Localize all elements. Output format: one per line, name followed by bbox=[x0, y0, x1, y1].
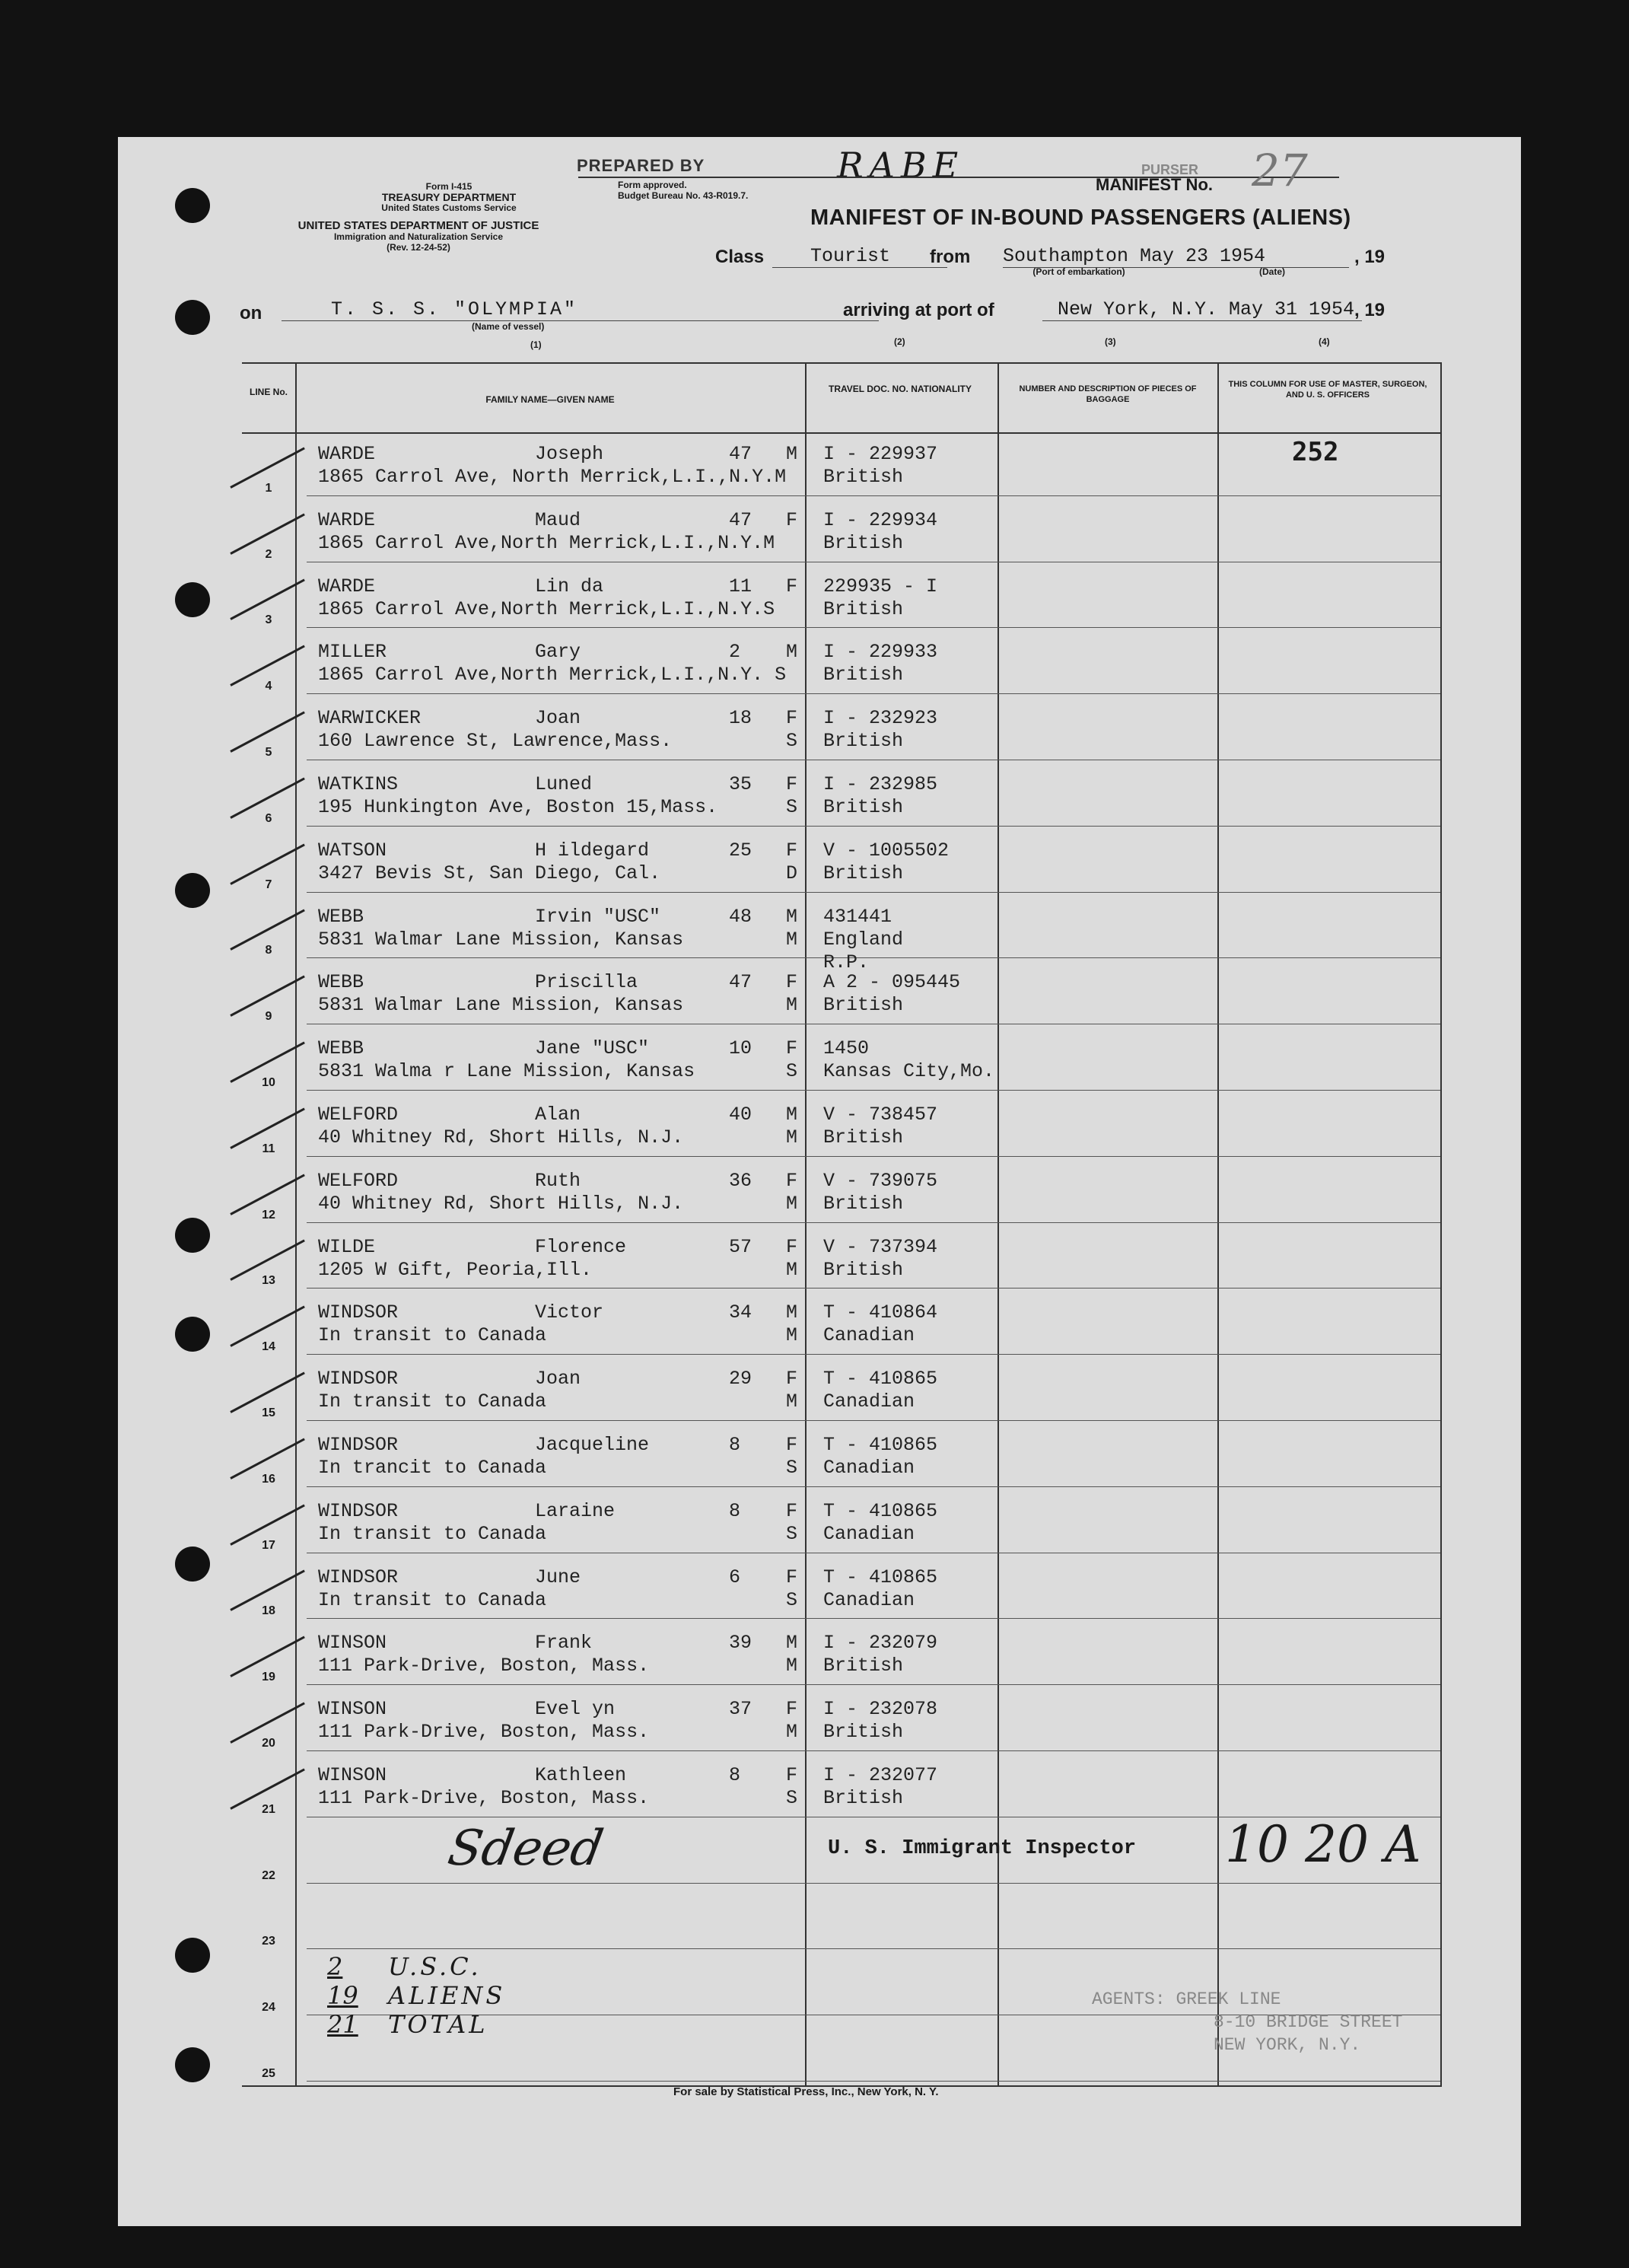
cell-addr: 3427 Bevis St, San Diego, Cal. bbox=[318, 862, 661, 884]
cell-age: 48 bbox=[729, 905, 752, 928]
total-all-label: TOTAL bbox=[388, 2010, 488, 2039]
cell-age: 47 bbox=[729, 971, 752, 994]
cell-age: 36 bbox=[729, 1169, 752, 1192]
cell-age: 8 bbox=[729, 1764, 741, 1786]
line-number: 10 bbox=[262, 1075, 275, 1089]
cell-addr: 1865 Carrol Ave, North Merrick,L.I.,N.Y.M bbox=[318, 466, 787, 488]
cell-age: 11 bbox=[729, 575, 752, 597]
cell-family: WARDE bbox=[318, 575, 376, 597]
cell-sex: M bbox=[786, 1104, 798, 1126]
cell-age: 35 bbox=[729, 773, 752, 795]
cell-doc: I - 232985 bbox=[823, 773, 938, 795]
cell-family: WEBB bbox=[318, 971, 364, 994]
binder-hole bbox=[175, 2047, 210, 2082]
header-line-no: LINE No. bbox=[250, 387, 288, 397]
cell-nat: Kansas City,Mo. bbox=[823, 1060, 995, 1083]
line-number: 11 bbox=[262, 1142, 275, 1155]
cell-sex: F bbox=[786, 1037, 798, 1060]
row-underline bbox=[307, 1750, 1440, 1751]
cell-marital: S bbox=[786, 1457, 798, 1479]
cell-addr: 160 Lawrence St, Lawrence,Mass. bbox=[318, 730, 673, 753]
inspector-label: U. S. Immigrant Inspector bbox=[828, 1837, 1137, 1860]
inspector-note: 10 20 A bbox=[1225, 1815, 1421, 1874]
agents-label: AGENTS: bbox=[1092, 1989, 1166, 2009]
cell-family: WINDSOR bbox=[318, 1499, 399, 1522]
treasury-dept: TREASURY DEPARTMENT bbox=[381, 191, 517, 203]
cell-given: Maud bbox=[535, 508, 581, 531]
cell-sex: F bbox=[786, 508, 798, 531]
cell-nat: British bbox=[823, 796, 904, 818]
col-number-4: (4) bbox=[1319, 336, 1330, 347]
cell-sex: F bbox=[786, 1169, 798, 1192]
cell-nat: British bbox=[823, 664, 904, 686]
line-number: 13 bbox=[262, 1274, 275, 1288]
cell-addr: 195 Hunkington Ave, Boston 15,Mass. bbox=[318, 796, 718, 818]
cell-nat: Canadian bbox=[823, 1457, 915, 1479]
row-underline bbox=[307, 693, 1440, 694]
cell-nat: British bbox=[823, 466, 904, 488]
row-underline bbox=[307, 1948, 1440, 1949]
row-underline bbox=[307, 957, 1440, 958]
total-usc bbox=[327, 1952, 505, 1981]
cell-addr: 5831 Walmar Lane Mission, Kansas bbox=[318, 928, 684, 951]
manifest-no: 27 bbox=[1252, 145, 1308, 196]
header-travel-doc: TRAVEL DOC. NO. NATIONALITY bbox=[829, 384, 972, 394]
budget-bureau: Budget Bureau No. 43-R019.7. bbox=[618, 190, 749, 201]
cell-addr: 111 Park-Drive, Boston, Mass. bbox=[318, 1655, 650, 1677]
cell-addr: 111 Park-Drive, Boston, Mass. bbox=[318, 1721, 650, 1744]
cell-addr: 5831 Walma r Lane Mission, Kansas bbox=[318, 1060, 695, 1083]
line-number: 20 bbox=[262, 1736, 275, 1750]
row-underline bbox=[307, 892, 1440, 893]
line-number: 23 bbox=[262, 1935, 275, 1948]
line-number: 19 bbox=[262, 1671, 275, 1684]
table-row bbox=[242, 1891, 1442, 1957]
form-number-block bbox=[335, 181, 563, 213]
cell-given: Evel yn bbox=[535, 1698, 616, 1721]
binder-hole bbox=[175, 188, 210, 223]
cell-family: WARWICKER bbox=[318, 707, 422, 730]
cell-addr: 1865 Carrol Ave,North Merrick,L.I.,N.Y.S bbox=[318, 597, 775, 620]
cell-given: Laraine bbox=[535, 1499, 616, 1522]
cell-nat: British bbox=[823, 1787, 904, 1809]
binder-hole bbox=[175, 873, 210, 908]
line-number: 12 bbox=[262, 1208, 275, 1222]
form-number: Form I-415 bbox=[425, 181, 472, 192]
cell-given: Joseph bbox=[535, 443, 604, 465]
cell-age: 25 bbox=[729, 839, 752, 862]
cell-marital: M bbox=[786, 1721, 798, 1744]
cell-sex: F bbox=[786, 575, 798, 597]
header-name: FAMILY NAME—GIVEN NAME bbox=[485, 394, 615, 405]
table-row bbox=[242, 1428, 1442, 1494]
line-number: 7 bbox=[265, 878, 272, 891]
binder-hole bbox=[175, 1547, 210, 1582]
cell-sex: M bbox=[786, 641, 798, 664]
cell-nat: British bbox=[823, 1721, 904, 1744]
cell-addr: 1865 Carrol Ave,North Merrick,L.I.,N.Y. S bbox=[318, 664, 787, 686]
cell-marital: S bbox=[786, 1787, 798, 1809]
cell-nat: British bbox=[823, 1126, 904, 1148]
line-number: 8 bbox=[265, 944, 272, 957]
cell-age: 34 bbox=[729, 1301, 752, 1324]
cell-family: WARDE bbox=[318, 508, 376, 531]
col-number-3: (3) bbox=[1105, 336, 1116, 347]
ins-service: Immigration and Naturalization Service bbox=[333, 231, 504, 242]
row-underline bbox=[307, 1222, 1440, 1223]
agents-line2: 8-10 BRIDGE STREET bbox=[1214, 2012, 1403, 2032]
cell-given: Lin da bbox=[535, 575, 604, 597]
cell-doc: V - 739075 bbox=[823, 1169, 938, 1192]
line-number: 15 bbox=[262, 1406, 275, 1419]
cell-age: 47 bbox=[729, 443, 752, 465]
binder-hole bbox=[175, 1938, 210, 1973]
table-row bbox=[242, 1031, 1442, 1097]
cell-given: Florence bbox=[535, 1235, 627, 1258]
cell-doc: I - 232077 bbox=[823, 1764, 938, 1786]
line-number: 25 bbox=[262, 2066, 275, 2080]
agents-line3: NEW YORK, N.Y. bbox=[1214, 2035, 1361, 2055]
from-value: Southampton May 23 1954 bbox=[1003, 245, 1349, 268]
cell-given: H ildegard bbox=[535, 839, 650, 862]
officer-number: 252 bbox=[1292, 437, 1339, 467]
cell-doc: I - 229933 bbox=[823, 641, 938, 664]
dept-justice: UNITED STATES DEPARTMENT OF JUSTICE bbox=[297, 219, 539, 232]
cell-nat: British bbox=[823, 1655, 904, 1677]
cell-sex: F bbox=[786, 1566, 798, 1588]
cell-addr: 1205 W Gift, Peoria,Ill. bbox=[318, 1258, 593, 1281]
row-underline bbox=[307, 1090, 1440, 1091]
cell-nat: Canadian bbox=[823, 1390, 915, 1413]
cell-doc: I - 232923 bbox=[823, 707, 938, 730]
cell-nat: British bbox=[823, 730, 904, 753]
cell-sex: F bbox=[786, 971, 798, 994]
cell-given: Ruth bbox=[535, 1169, 581, 1192]
cell-marital: S bbox=[786, 1522, 798, 1545]
customs-service: United States Customs Service bbox=[381, 202, 517, 213]
header-officers: THIS COLUMN FOR USE OF MASTER, SURGEON, AND U. S. OFFICERS bbox=[1228, 380, 1427, 400]
purser-label: PURSER bbox=[1141, 162, 1199, 177]
cell-nat: British bbox=[823, 1258, 904, 1281]
table-row bbox=[242, 1626, 1442, 1692]
row-underline bbox=[307, 826, 1440, 827]
agents-stamp bbox=[1092, 1988, 1402, 2056]
cell-age: 39 bbox=[729, 1632, 752, 1655]
cell-doc: T - 410865 bbox=[823, 1499, 938, 1522]
table-row bbox=[242, 1164, 1442, 1230]
cell-age: 8 bbox=[729, 1499, 741, 1522]
cell-given: Gary bbox=[535, 641, 581, 664]
line-number: 18 bbox=[262, 1604, 275, 1618]
line-number: 17 bbox=[262, 1538, 275, 1552]
cell-doc: 431441 bbox=[823, 905, 892, 928]
cell-family: WELFORD bbox=[318, 1169, 399, 1192]
cell-sex: F bbox=[786, 707, 798, 730]
cell-doc: I - 229937 bbox=[823, 443, 938, 465]
line-number: 22 bbox=[262, 1868, 275, 1882]
cell-family: WEBB bbox=[318, 905, 364, 928]
cell-sex: F bbox=[786, 1434, 798, 1456]
cell-nat: British bbox=[823, 531, 904, 554]
cell-marital: M bbox=[786, 1655, 798, 1677]
class-label: Class bbox=[715, 247, 765, 267]
table-row bbox=[242, 503, 1442, 569]
cell-marital: S bbox=[786, 1060, 798, 1083]
table-row bbox=[242, 1362, 1442, 1428]
cell-marital: M bbox=[786, 994, 798, 1017]
vessel-caption: (Name of vessel) bbox=[472, 321, 545, 332]
cell-marital: M bbox=[786, 1390, 798, 1413]
cell-sex: M bbox=[786, 905, 798, 928]
cell-given: Luned bbox=[535, 773, 593, 795]
cell-doc: T - 410865 bbox=[823, 1566, 938, 1588]
cell-given: Irvin "USC" bbox=[535, 905, 661, 928]
row-underline bbox=[307, 495, 1440, 496]
cell-family: WELFORD bbox=[318, 1104, 399, 1126]
line-number: 2 bbox=[265, 547, 272, 561]
cell-sex: F bbox=[786, 1235, 798, 1258]
line-number: 21 bbox=[262, 1802, 275, 1816]
table-row bbox=[242, 1494, 1442, 1560]
line-number: 9 bbox=[265, 1010, 272, 1024]
col-number-1: (1) bbox=[530, 339, 542, 350]
line-number: 4 bbox=[265, 680, 272, 693]
cell-addr: In transit to Canada bbox=[318, 1324, 547, 1347]
cell-nat: British bbox=[823, 862, 904, 884]
cell-doc: I - 229934 bbox=[823, 508, 938, 531]
binder-hole bbox=[175, 1317, 210, 1352]
row-underline bbox=[307, 1883, 1440, 1884]
cell-given: Frank bbox=[535, 1632, 593, 1655]
cell-given: Jane "USC" bbox=[535, 1037, 650, 1060]
cell-sex: F bbox=[786, 1368, 798, 1390]
cell-marital: M bbox=[786, 928, 798, 951]
inspector-signature: Sdeed bbox=[444, 1820, 608, 1877]
footer-printer: For sale by Statistical Press, Inc., New York, N. Y. bbox=[673, 2085, 939, 2098]
date-caption: (Date) bbox=[1259, 266, 1286, 277]
row-underline bbox=[307, 2081, 1440, 2082]
cell-nat: British bbox=[823, 1192, 904, 1215]
cell-age: 10 bbox=[729, 1037, 752, 1060]
cell-marital: M bbox=[786, 1192, 798, 1215]
row-underline bbox=[307, 1486, 1440, 1487]
cell-given: Alan bbox=[535, 1104, 581, 1126]
cell-doc: I - 232078 bbox=[823, 1698, 938, 1721]
cell-family: WEBB bbox=[318, 1037, 364, 1060]
cell-age: 57 bbox=[729, 1235, 752, 1258]
cell-family: WATSON bbox=[318, 839, 387, 862]
agents-line1: GREEK LINE bbox=[1176, 1989, 1281, 2009]
justice-block bbox=[236, 221, 601, 253]
revision: (Rev. 12-24-52) bbox=[387, 242, 450, 253]
form-approved: Form approved. bbox=[618, 180, 687, 190]
line-number: 3 bbox=[265, 613, 272, 627]
binder-hole bbox=[175, 300, 210, 335]
cell-addr: 40 Whitney Rd, Short Hills, N.J. bbox=[318, 1126, 684, 1148]
cell-marital: S bbox=[786, 796, 798, 818]
arriving-label: arriving at port of bbox=[843, 300, 994, 320]
port-embark-caption: (Port of embarkation) bbox=[1032, 266, 1125, 277]
table-row bbox=[242, 437, 1442, 503]
cell-age: 40 bbox=[729, 1104, 752, 1126]
line-number: 24 bbox=[262, 2001, 275, 2015]
table-row bbox=[242, 951, 1442, 1031]
cell-doc: T - 410865 bbox=[823, 1368, 938, 1390]
cell-addr: 40 Whitney Rd, Short Hills, N.J. bbox=[318, 1192, 684, 1215]
table-row bbox=[242, 833, 1442, 900]
table-row bbox=[242, 1560, 1442, 1626]
line-number: 6 bbox=[265, 811, 272, 825]
totals-block bbox=[327, 1952, 505, 2039]
cell-doc: T - 410865 bbox=[823, 1434, 938, 1456]
row-underline bbox=[307, 1156, 1440, 1157]
row-underline bbox=[307, 1618, 1440, 1619]
table-row bbox=[242, 767, 1442, 833]
cell-doc: 1450 bbox=[823, 1037, 870, 1060]
cell-doc: V - 738457 bbox=[823, 1104, 938, 1126]
manifest-no-label: MANIFEST No. bbox=[1096, 175, 1213, 194]
total-aliens bbox=[327, 1981, 505, 2010]
cell-sex: F bbox=[786, 1499, 798, 1522]
cell-given: Victor bbox=[535, 1301, 604, 1324]
cell-given: Jacqueline bbox=[535, 1434, 650, 1456]
cell-sex: F bbox=[786, 773, 798, 795]
cell-marital: D bbox=[786, 862, 798, 884]
cell-family: WINSON bbox=[318, 1632, 387, 1655]
cell-addr: In transit to Canada bbox=[318, 1390, 547, 1413]
cell-extra: R.P. bbox=[823, 951, 870, 974]
prepared-by-value: RABE bbox=[837, 145, 965, 186]
prepared-by-line bbox=[578, 177, 1339, 178]
on-label: on bbox=[240, 303, 262, 323]
line-number: 16 bbox=[262, 1472, 275, 1486]
total-usc-num: 2 bbox=[327, 1952, 343, 1981]
line-number: 14 bbox=[262, 1340, 275, 1354]
table-row bbox=[242, 1097, 1442, 1164]
cell-sex: M bbox=[786, 1632, 798, 1655]
line-number: 5 bbox=[265, 745, 272, 759]
cell-doc: V - 737394 bbox=[823, 1235, 938, 1258]
cell-given: June bbox=[535, 1566, 581, 1588]
cell-marital: M bbox=[786, 1324, 798, 1347]
table-row bbox=[242, 1230, 1442, 1296]
cell-family: WATKINS bbox=[318, 773, 399, 795]
cell-family: WINSON bbox=[318, 1764, 387, 1786]
cell-sex: M bbox=[786, 443, 798, 465]
total-aliens-num: 19 bbox=[327, 1981, 358, 2010]
cell-sex: F bbox=[786, 1764, 798, 1786]
total-all bbox=[327, 2010, 505, 2039]
cell-sex: F bbox=[786, 839, 798, 862]
cell-sex: M bbox=[786, 1301, 798, 1324]
cell-addr: In transit to Canada bbox=[318, 1588, 547, 1611]
total-usc-label: U.S.C. bbox=[388, 1952, 482, 1981]
total-all-num: 21 bbox=[327, 2010, 358, 2039]
cell-family: WINDSOR bbox=[318, 1301, 399, 1324]
cell-doc: 229935 - I bbox=[823, 575, 938, 597]
cell-family: WINDSOR bbox=[318, 1434, 399, 1456]
cell-age: 37 bbox=[729, 1698, 752, 1721]
vessel-name: T. S. S. "OLYMPIA" bbox=[282, 298, 879, 321]
cell-family: WARDE bbox=[318, 443, 376, 465]
row-underline bbox=[307, 1420, 1440, 1421]
cell-nat: British bbox=[823, 994, 904, 1017]
cell-doc: A 2 - 095445 bbox=[823, 971, 961, 994]
from-label: from bbox=[930, 247, 971, 267]
row-underline bbox=[307, 1354, 1440, 1355]
year-prefix-1: , 19 bbox=[1354, 247, 1386, 267]
cell-marital: S bbox=[786, 1588, 798, 1611]
table-row bbox=[242, 1758, 1442, 1824]
cell-age: 2 bbox=[729, 641, 741, 664]
cell-family: WINSON bbox=[318, 1698, 387, 1721]
cell-marital: M bbox=[786, 1258, 798, 1281]
cell-family: MILLER bbox=[318, 641, 387, 664]
row-underline bbox=[307, 1684, 1440, 1685]
cell-addr: In transit to Canada bbox=[318, 1522, 547, 1545]
cell-addr: In trancit to Canada bbox=[318, 1457, 547, 1479]
table-row bbox=[242, 701, 1442, 767]
prepared-by-label: PREPARED BY bbox=[577, 156, 705, 175]
cell-family: WILDE bbox=[318, 1235, 376, 1258]
form-approved-block bbox=[618, 180, 748, 201]
row-underline bbox=[307, 627, 1440, 628]
cell-given: Priscilla bbox=[535, 971, 638, 994]
cell-age: 18 bbox=[729, 707, 752, 730]
cell-sex: F bbox=[786, 1698, 798, 1721]
cell-nat: England bbox=[823, 928, 904, 951]
cell-addr: 111 Park-Drive, Boston, Mass. bbox=[318, 1787, 650, 1809]
binder-hole bbox=[175, 1218, 210, 1253]
binder-hole bbox=[175, 582, 210, 617]
cell-given: Kathleen bbox=[535, 1764, 627, 1786]
cell-nat: Canadian bbox=[823, 1324, 915, 1347]
cell-nat: Canadian bbox=[823, 1522, 915, 1545]
cell-addr: 5831 Walmar Lane Mission, Kansas bbox=[318, 994, 684, 1017]
header-divider bbox=[242, 432, 1442, 434]
cell-nat: British bbox=[823, 597, 904, 620]
cell-age: 47 bbox=[729, 508, 752, 531]
cell-given: Joan bbox=[535, 1368, 581, 1390]
total-aliens-label: ALIENS bbox=[388, 1981, 506, 2010]
header-baggage: NUMBER AND DESCRIPTION OF PIECES OF BAGGAGE bbox=[1019, 384, 1197, 404]
table-row bbox=[242, 1692, 1442, 1758]
line-number: 1 bbox=[265, 481, 272, 495]
cell-age: 29 bbox=[729, 1368, 752, 1390]
cell-age: 6 bbox=[729, 1566, 741, 1588]
cell-family: WINDSOR bbox=[318, 1566, 399, 1588]
class-value: Tourist bbox=[772, 245, 947, 268]
cell-marital: M bbox=[786, 1126, 798, 1148]
cell-given: Joan bbox=[535, 707, 581, 730]
table-row bbox=[242, 635, 1442, 701]
manifest-title: MANIFEST OF IN-BOUND PASSENGERS (ALIENS) bbox=[810, 205, 1351, 230]
year-prefix-2: , 19 bbox=[1354, 300, 1386, 320]
table-row bbox=[242, 1295, 1442, 1362]
col-number-2: (2) bbox=[894, 336, 905, 347]
cell-doc: I - 232079 bbox=[823, 1632, 938, 1655]
cell-doc: T - 410864 bbox=[823, 1301, 938, 1324]
arriving-value: New York, N.Y. May 31 1954 bbox=[1042, 298, 1362, 321]
cell-age: 8 bbox=[729, 1434, 741, 1456]
cell-nat: Canadian bbox=[823, 1588, 915, 1611]
cell-family: WINDSOR bbox=[318, 1368, 399, 1390]
table-row bbox=[242, 569, 1442, 635]
cell-addr: 1865 Carrol Ave,North Merrick,L.I.,N.Y.M bbox=[318, 531, 775, 554]
cell-doc: V - 1005502 bbox=[823, 839, 950, 862]
cell-marital: S bbox=[786, 730, 798, 753]
